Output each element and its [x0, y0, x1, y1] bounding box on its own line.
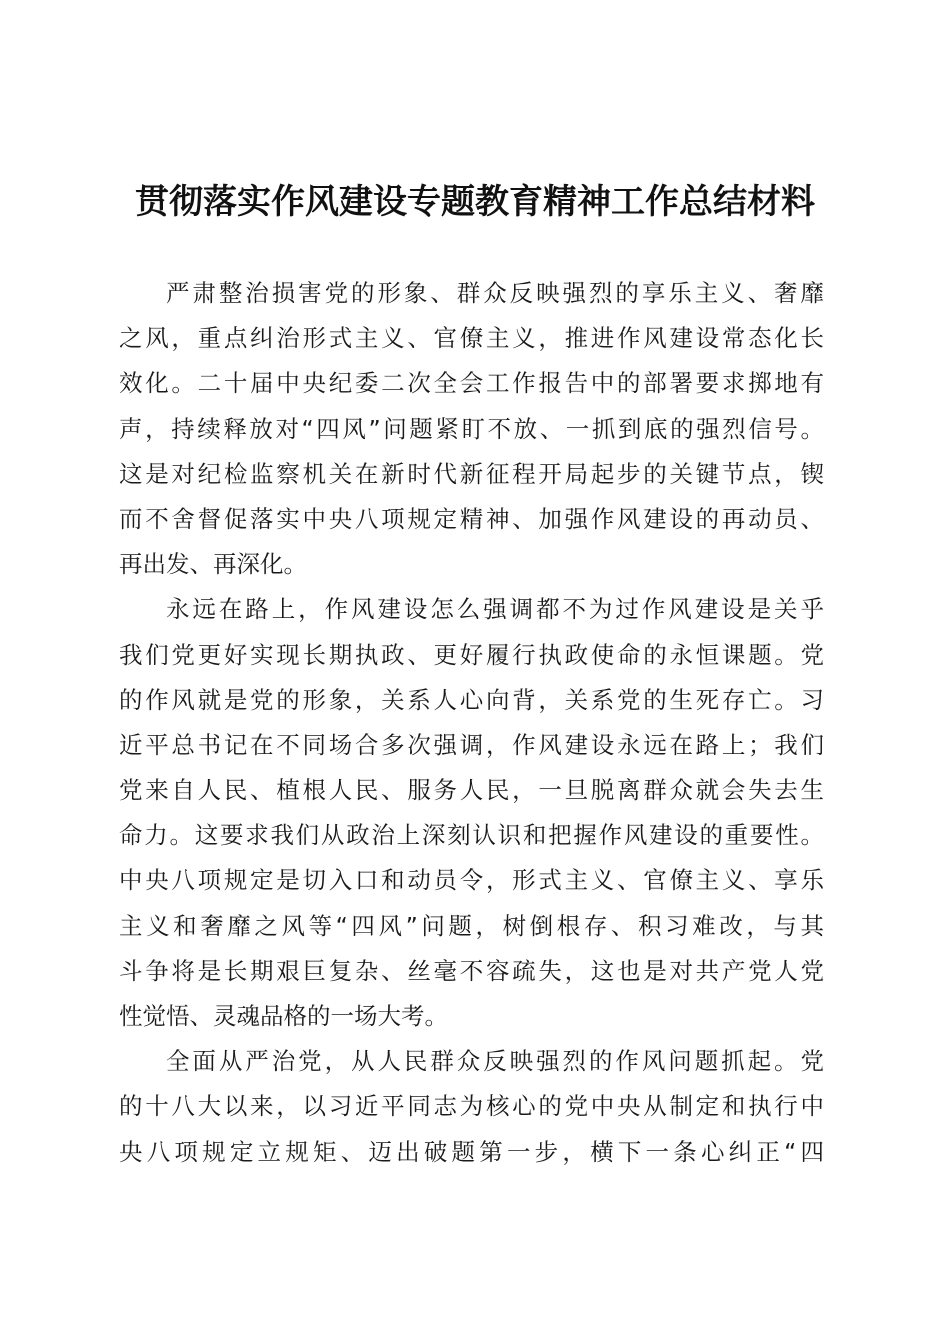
- text-line: 的作风就是党的形象，关系人心向背，关系党的生死存亡。习: [119, 685, 824, 714]
- text-line: 再出发、再深化。: [119, 550, 307, 579]
- text-line: 这是对纪检监察机关在新时代新征程开局起步的关键节点，锲: [119, 459, 824, 488]
- text-line: 严肃整治损害党的形象、群众反映强烈的享乐主义、奢靡: [166, 279, 824, 307]
- text-line: 斗争将是长期艰巨复杂、丝毫不容疏失，这也是对共产党人党: [119, 956, 824, 985]
- document-body: [119, 271, 824, 1175]
- text-line: 中央八项规定是切入口和动员令，形式主义、官僚主义、享乐: [119, 866, 824, 895]
- text-line: 而不舍督促落实中央八项规定精神、加强作风建设的再动员、: [119, 504, 824, 533]
- text-line: 央八项规定立规矩、迈出破题第一步，横下一条心纠正“四: [119, 1137, 824, 1166]
- document-title: 贯彻落实作风建设专题教育精神工作总结材料: [135, 182, 815, 222]
- text-line: 党来自人民、植根人民、服务人民，一旦脱离群众就会失去生: [119, 776, 824, 805]
- text-line: 命力。这要求我们从政治上深刻认识和把握作风建设的重要性。: [119, 821, 824, 850]
- text-line: 我们党更好实现长期执政、更好履行执政使命的永恒课题。党: [119, 640, 824, 669]
- text-line: 主义和奢靡之风等“四风”问题，树倒根存、积习难改，与其: [119, 911, 824, 940]
- text-line: 的十八大以来，以习近平同志为核心的党中央从制定和执行中: [119, 1092, 824, 1121]
- text-line: 性觉悟、灵魂品格的一场大考。: [119, 1002, 448, 1030]
- paragraph-2: [119, 587, 824, 1039]
- paragraph-3: [119, 1039, 824, 1175]
- text-line: 效化。二十届中央纪委二次全会工作报告中的部署要求掷地有: [119, 369, 824, 398]
- text-line: 之风，重点纠治形式主义、官僚主义，推进作风建设常态化长: [119, 324, 824, 353]
- paragraph-1: [119, 271, 824, 587]
- text-line: 全面从严治党，从人民群众反映强烈的作风问题抓起。党: [166, 1047, 824, 1076]
- text-line: 近平总书记在不同场合多次强调，作风建设永远在路上；我们: [119, 730, 824, 759]
- text-line: 声，持续释放对“四风”问题紧盯不放、一抓到底的强烈信号。: [119, 414, 824, 443]
- text-line: 永远在路上，作风建设怎么强调都不为过作风建设是关乎: [166, 595, 824, 624]
